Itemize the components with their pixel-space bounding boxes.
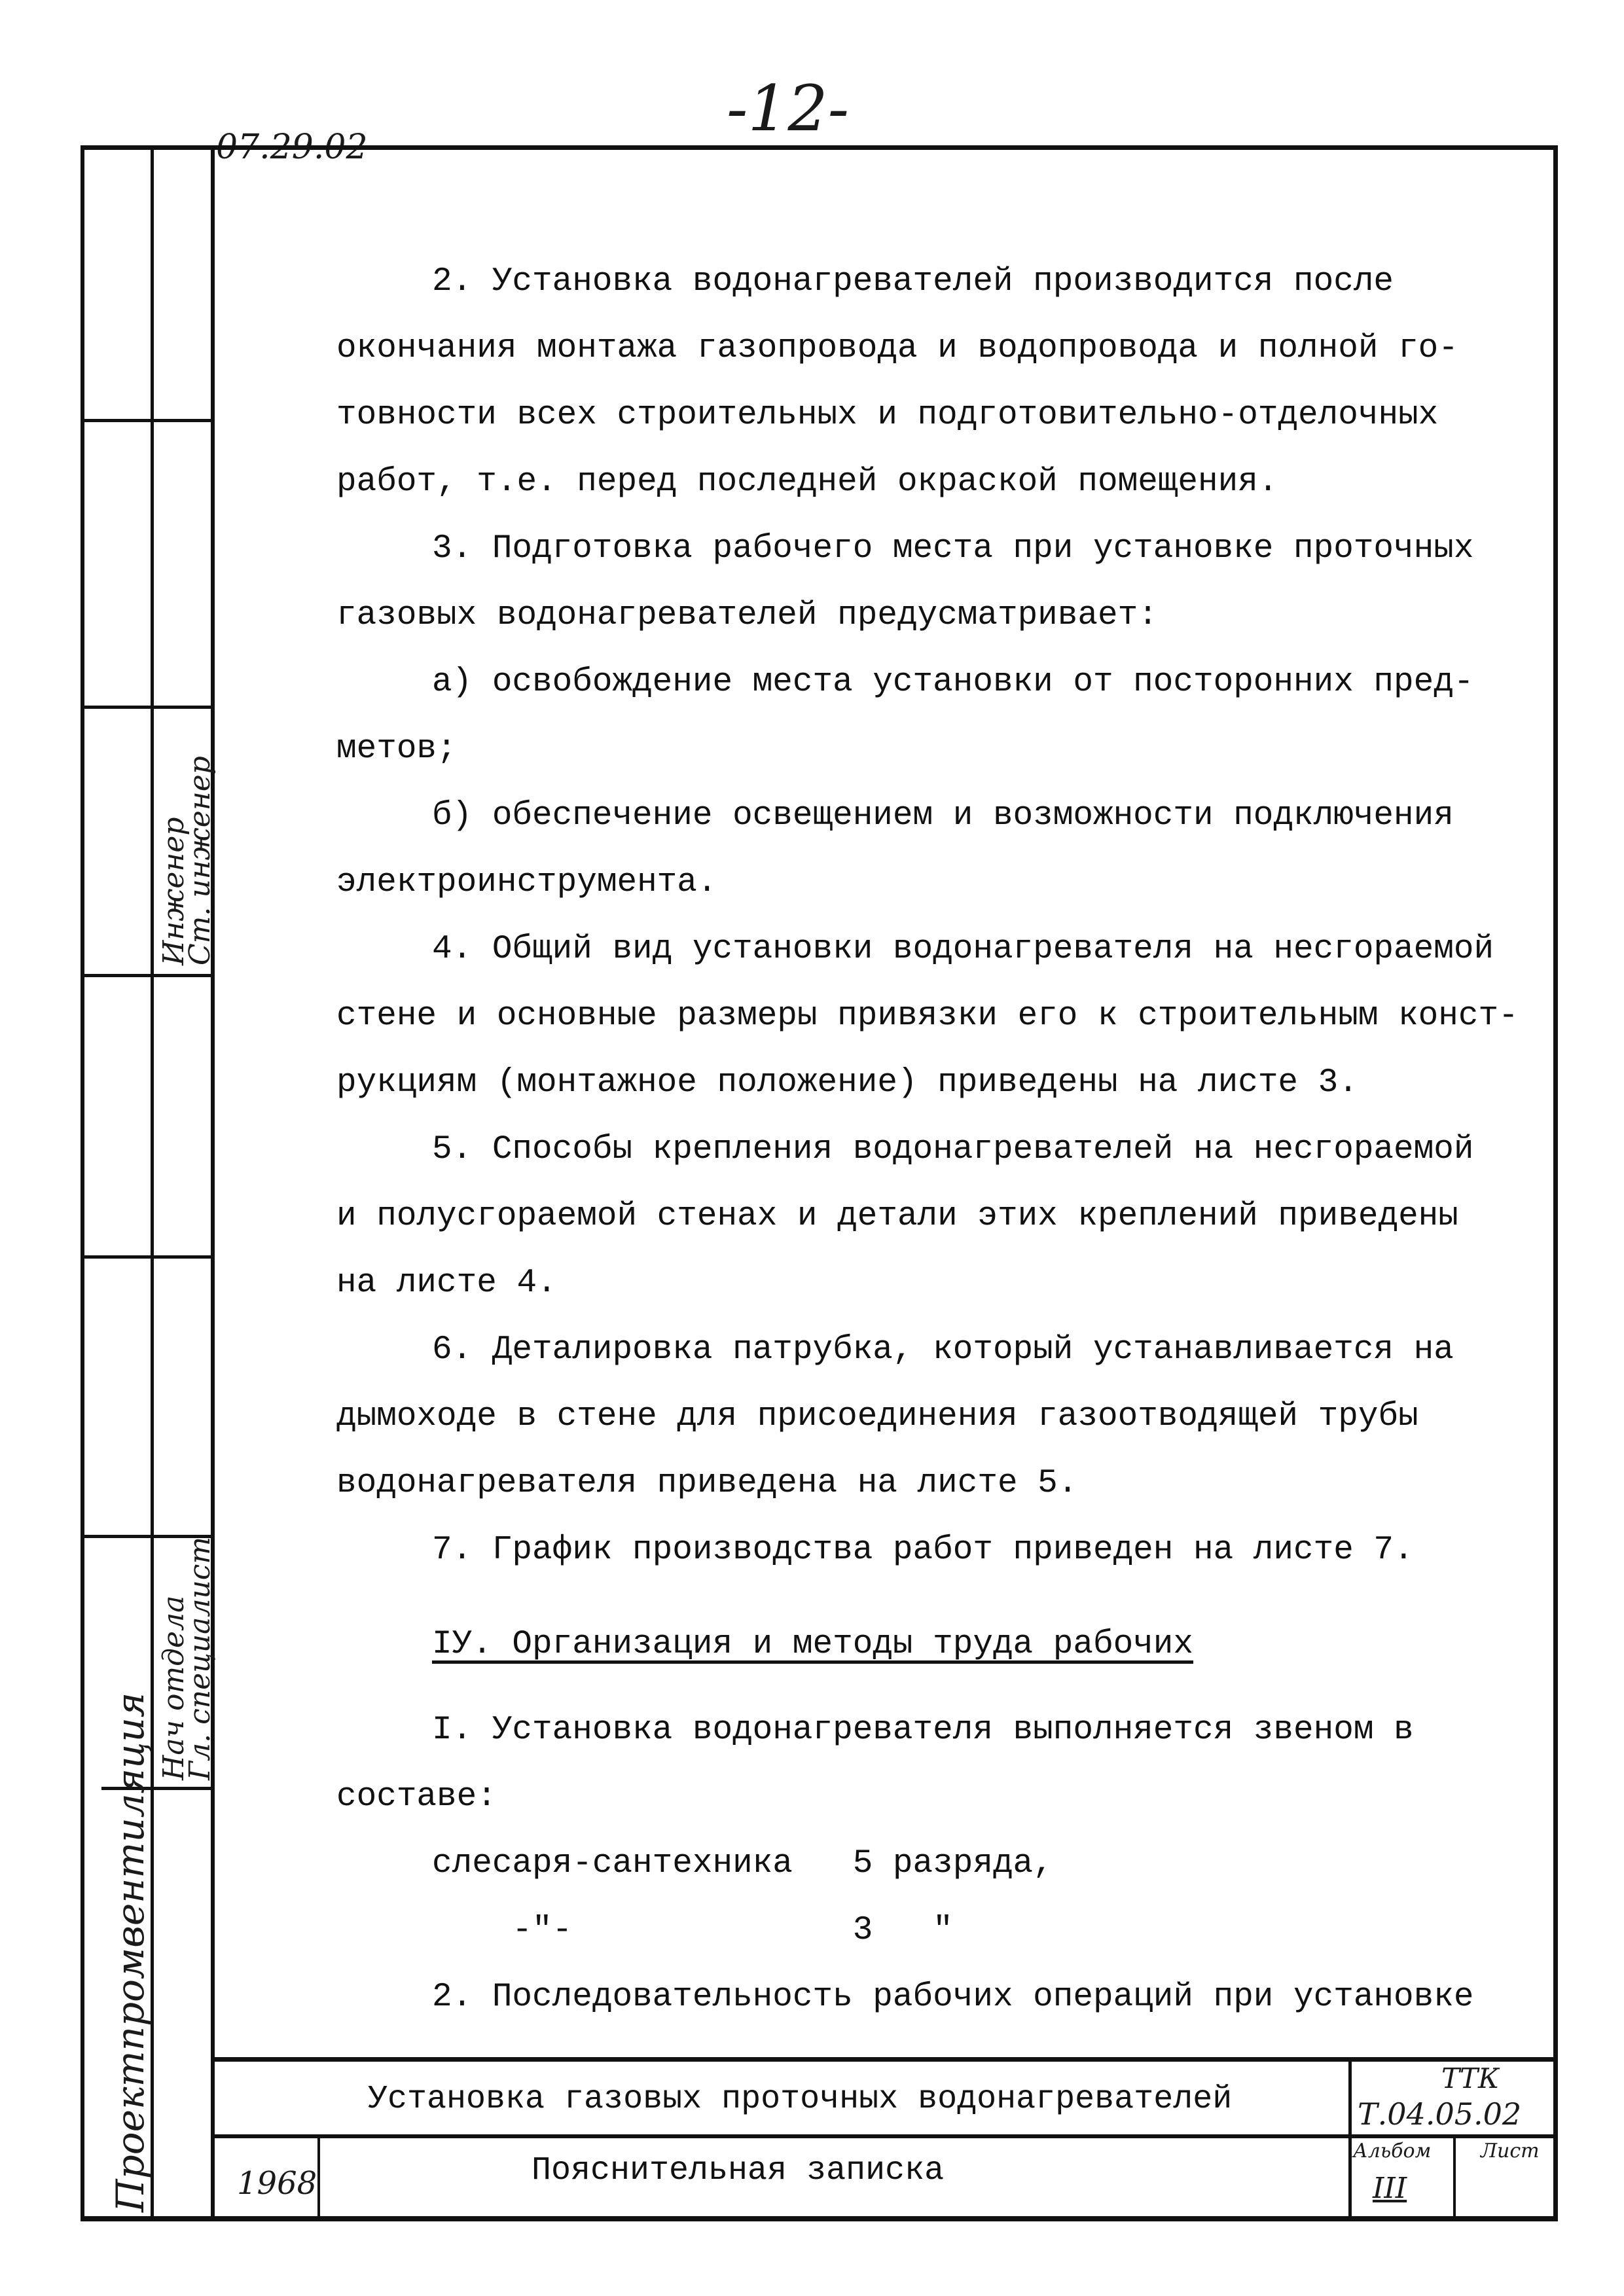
text-line [336,1831,1541,1897]
text-line-content: окончания монтажа газопровода и водопровода и полной го- [336,330,1458,367]
text-line [336,249,1541,315]
stamp-divider [82,1255,213,1259]
stamp-role: Нач отдела [157,1595,190,1780]
page-number: -12- [727,72,850,145]
text-line-content: -"- 3 " [432,1912,953,1949]
text-line-content: 7. График производства работ приведен на листе 7. [432,1532,1414,1569]
frame-inner-border [211,145,215,2221]
text-line [336,983,1541,1050]
text-line [336,516,1541,583]
text-line [336,382,1541,449]
text-line-content: рукциям (монтажное положение) приведены на листе 3. [336,1064,1358,1102]
text-line-content: водонагревателя приведена на листе 5. [336,1465,1078,1502]
title-block-border [1348,2057,1352,2221]
text-line [336,1517,1541,1584]
stamp-divider [82,974,213,977]
text-line-content: 3. Подготовка рабочего места при установке проточных [432,530,1474,567]
text-line [336,583,1541,649]
stamp-role: Ст. инженер [183,756,217,965]
year: 1968 [237,2165,317,2202]
frame-left-border [81,145,84,2221]
text-line [336,1050,1541,1117]
stamp-role: Инженер [157,817,190,965]
album-label: Альбом [1353,2140,1432,2162]
title-block-border [211,2057,1558,2062]
doc-number: Т.04.05.02 [1358,2096,1522,2132]
text-line-content: б) обеспечение освещением и возможности подключения [432,797,1454,834]
text-line-content: метов; [336,730,457,768]
text-line [336,649,1541,716]
text-line-content: IУ. Организация и методы труда рабочих [432,1626,1193,1663]
stamp-divider [82,419,213,422]
section-heading [336,1611,1541,1678]
stamp-role: Гл. специалист [183,1536,217,1780]
text-line-content: электроинструмента. [336,864,717,901]
text-line-content: и полусгораемой стенах и детали этих креплений приведены [336,1198,1458,1235]
series: ТТК [1441,2062,1500,2094]
text-line-content: 2. Установка водонагревателей производится после [432,263,1394,300]
text-line-content: стене и основные размеры привязки его к строительным конст- [336,997,1519,1035]
text-line-content: составе: [336,1778,497,1816]
title-block-border [1453,2134,1456,2221]
text-line-content: дымоходе в стене для присоединения газоотводящей трубы [336,1398,1418,1435]
text-line [336,1183,1541,1250]
document-body [336,249,1541,2031]
text-line [336,1697,1541,1764]
text-line [336,1764,1541,1831]
text-line [336,783,1541,850]
text-line [336,1964,1541,2031]
sheet-label: Лист [1481,2140,1540,2162]
document-subtitle: Пояснительная записка [532,2152,945,2189]
document-title: Установка газовых проточных водонагревателей [368,2081,1233,2118]
text-line-content: а) освобождение места установки от посторонних пред- [432,664,1474,701]
text-line [336,449,1541,516]
album-value: III [1373,2172,1407,2205]
text-line-content: слесаря-сантехника 5 разряда, [432,1845,1053,1882]
stamp-divider [82,706,213,709]
text-line [336,1384,1541,1450]
stamp-organization: Проектпромвентиляция [108,1692,153,2212]
text-line [336,1250,1541,1317]
text-line [336,850,1541,916]
title-block-border [211,2134,1558,2138]
text-line [336,315,1541,382]
text-line [336,1317,1541,1384]
title-block-border [317,2134,320,2221]
text-line-content: товности всех строительных и подготовительно-отделочных [336,397,1439,434]
text-line-content: на листе 4. [336,1265,557,1302]
text-line-content: 4. Общий вид установки водонагревателя на несгораемой [432,931,1494,968]
text-line [336,1450,1541,1517]
text-line-content: 2. Последовательность рабочих операций при установке [432,1979,1474,2016]
text-line [336,916,1541,983]
text-line-content: I. Установка водонагревателя выполняется звеном в [432,1712,1414,1749]
text-line-content: газовых водонагревателей предусматривает: [336,597,1158,634]
title-block [211,2057,1558,2221]
text-line [336,1897,1541,1964]
text-line-content: 6. Деталировка патрубка, который устанавливается на [432,1331,1454,1369]
text-line-content: 5. Способы крепления водонагревателей на несгораемой [432,1131,1474,1168]
document-code: 07.29.02 [216,128,368,167]
text-line-content: работ, т.е. перед последней окраской помещения. [336,463,1278,501]
text-line [336,716,1541,783]
text-line [336,1117,1541,1183]
